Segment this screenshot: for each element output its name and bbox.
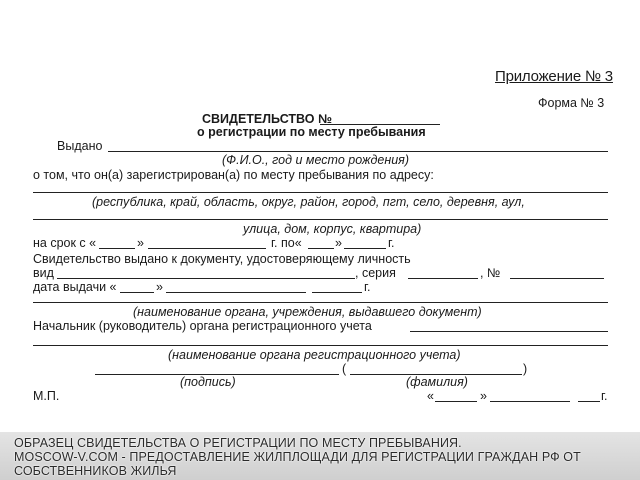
term-month2-line <box>344 248 386 249</box>
certificate-title: СВИДЕТЕЛЬСТВО № <box>202 112 332 126</box>
term-prefix: на срок с « <box>33 236 97 250</box>
issue-date-year: г. <box>364 280 371 294</box>
term-month1-line <box>148 248 266 249</box>
issued-line <box>108 151 608 152</box>
doc-issued-text: Свидетельство выдано к документу, удостоверяющему личность <box>33 252 411 266</box>
certificate-subtitle: о регистрации по месту пребывания <box>197 125 426 139</box>
final-year: г. <box>601 389 608 403</box>
final-year-line <box>578 401 600 402</box>
term-quote2: » <box>335 236 342 250</box>
doc-kind-label: вид <box>33 266 54 280</box>
hint-region: (республика, край, область, округ, район, город, пгт, село, деревня, аул, <box>92 195 525 209</box>
hint-issuer: (наименование органа, учреждения, выдавшего документ) <box>133 305 482 319</box>
form-number: Форма № 3 <box>538 96 605 110</box>
final-open-quote: « <box>427 389 434 403</box>
issued-label: Выдано <box>57 139 103 153</box>
issue-day-line <box>120 292 154 293</box>
hint-street: улица, дом, корпус, квартира) <box>243 222 422 236</box>
head-label: Начальник (руководитель) органа регистрационного учета <box>33 319 372 333</box>
head-name-line <box>410 331 608 332</box>
final-month-line <box>490 401 570 402</box>
hint-surname: (фамилия) <box>406 375 468 389</box>
doc-number-line <box>510 278 604 279</box>
issue-year-line <box>312 292 362 293</box>
doc-series-label: , серия <box>355 266 396 280</box>
reg-body-line <box>33 345 608 346</box>
term-year1: г. по« <box>271 236 302 250</box>
final-quote: » <box>480 389 487 403</box>
caption-line-1: ОБРАЗЕЦ СВИДЕТЕЛЬСТВА О РЕГИСТРАЦИИ ПО МЕСТУ ПРЕБЫВАНИЯ. <box>14 436 462 450</box>
paren-close: ) <box>523 362 528 376</box>
paren-open: ( <box>342 362 347 376</box>
doc-kind-line <box>57 278 355 279</box>
address-line-2 <box>33 219 608 220</box>
term-quote1: » <box>137 236 144 250</box>
issue-month-line <box>166 292 306 293</box>
issue-date-prefix: дата выдачи « <box>33 280 117 294</box>
stamp-label: М.П. <box>33 389 60 403</box>
issue-date-quote: » <box>156 280 163 294</box>
doc-series-line <box>408 278 478 279</box>
term-day1-line <box>99 248 135 249</box>
hint-fio: (Ф.И.О., год и место рождения) <box>222 153 409 167</box>
doc-number-label: , № <box>480 266 501 280</box>
registered-text: о том, что он(а) зарегистрирован(а) по месту пребывания по адресу: <box>33 168 434 182</box>
caption-line-2: MOSCOW-V.COM - ПРЕДОСТАВЛЕНИЕ ЖИЛПЛОЩАДИ ДЛЯ РЕГИСТРАЦИИ ГРАЖДАН РФ ОТ <box>14 450 581 464</box>
appendix-label: Приложение № 3 <box>495 68 613 85</box>
caption-line-3: СОБСТВЕННИКОВ ЖИЛЬЯ <box>14 464 177 478</box>
final-day-line <box>435 401 477 402</box>
term-day2-line <box>308 248 334 249</box>
hint-reg-body: (наименование органа регистрационного учета) <box>168 348 461 362</box>
hint-signature: (подпись) <box>180 375 236 389</box>
issuer-line <box>33 302 608 303</box>
term-year2: г. <box>388 236 395 250</box>
address-line-1 <box>33 192 608 193</box>
